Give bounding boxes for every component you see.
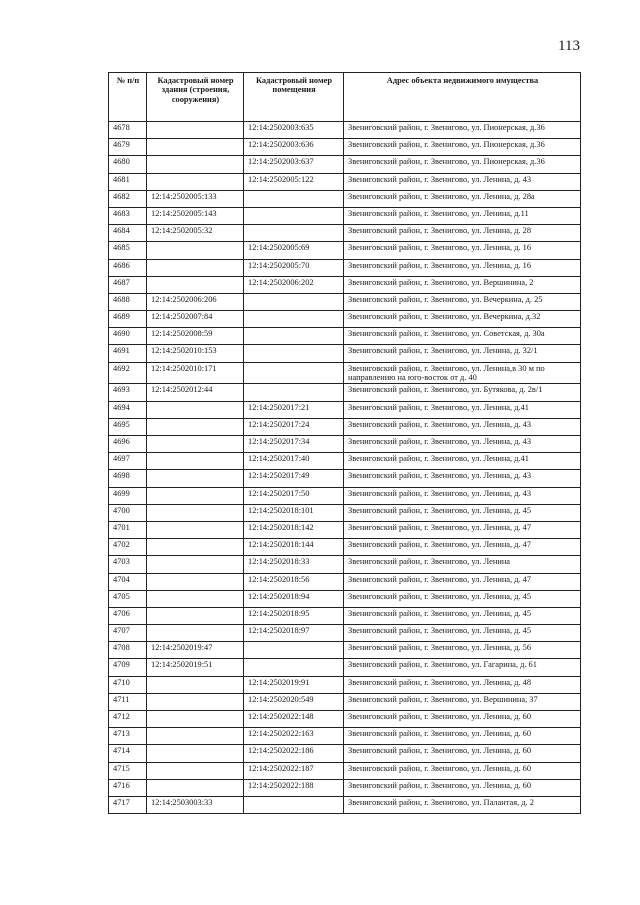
premises-cadastral-cell: 12:14:2502018:56 [244,573,344,590]
premises-cadastral-cell: 12:14:2502003:637 [244,156,344,173]
table-row [109,590,581,607]
address-cell: Звениговский район, г. Звенигово, ул. Ленина, д. 45 [344,625,581,642]
building-cadastral-cell [147,625,244,642]
building-cadastral-cell [147,173,244,190]
row-number-cell: 4713 [109,728,147,745]
premises-cadastral-cell: 12:14:2502018:33 [244,556,344,573]
row-number-cell: 4700 [109,504,147,521]
address-cell: Звениговский район, г. Звенигово, ул. Пионерская, д.36 [344,139,581,156]
address-cell: Звениговский район, г. Звенигово, ул. Ленина, д.41 [344,453,581,470]
premises-cadastral-cell: 12:14:2502003:636 [244,139,344,156]
premises-cadastral-cell: 12:14:2502006:202 [244,276,344,293]
table-row [109,556,581,573]
premises-cadastral-cell: 12:14:2502005:69 [244,242,344,259]
header-building-cadastral-number: Кадастровый номер здания (строения, сооружения) [147,73,244,122]
building-cadastral-cell [147,676,244,693]
building-cadastral-cell: 12:14:2502005:143 [147,207,244,224]
premises-cadastral-cell: 12:14:2502017:50 [244,487,344,504]
table-row [109,345,581,362]
table-row [109,728,581,745]
table-row [109,328,581,345]
address-cell: Звениговский район, г. Звенигово, ул. Ленина, д. 60 [344,711,581,728]
row-number-cell: 4683 [109,207,147,224]
premises-cadastral-cell: 12:14:2502022:188 [244,779,344,796]
table-row [109,539,581,556]
building-cadastral-cell [147,242,244,259]
table-row [109,156,581,173]
row-number-cell: 4707 [109,625,147,642]
building-cadastral-cell: 12:14:2502006:206 [147,293,244,310]
building-cadastral-cell [147,521,244,538]
address-cell: Звениговский район, г. Звенигово, ул. Ленина, д. 48 [344,676,581,693]
row-number-cell: 4690 [109,328,147,345]
building-cadastral-cell [147,139,244,156]
header-address: Адрес объекта недвижимого имущества [344,73,581,122]
premises-cadastral-cell: 12:14:2502005:70 [244,259,344,276]
row-number-cell: 4711 [109,693,147,710]
row-number-cell: 4694 [109,401,147,418]
row-number-cell: 4717 [109,796,147,813]
building-cadastral-cell: 12:14:2502005:32 [147,225,244,242]
premises-cadastral-cell: 12:14:2502017:49 [244,470,344,487]
table-row [109,625,581,642]
address-cell: Звениговский район, г. Звенигово, ул. Советская, д. 30а [344,328,581,345]
table-row [109,436,581,453]
address-cell: Звениговский район, г. Звенигово, ул. Ленина,в 30 м по направлению на юго-восток от д. 40 [344,362,581,384]
building-cadastral-cell [147,487,244,504]
premises-cadastral-cell: 12:14:2502020:549 [244,693,344,710]
building-cadastral-cell [147,590,244,607]
row-number-cell: 4691 [109,345,147,362]
row-number-cell: 4703 [109,556,147,573]
row-number-cell: 4715 [109,762,147,779]
row-number-cell: 4681 [109,173,147,190]
premises-cadastral-cell: 12:14:2502017:40 [244,453,344,470]
building-cadastral-cell [147,745,244,762]
premises-cadastral-cell [244,225,344,242]
address-cell: Звениговский район, г. Звенигово, ул. Ленина, д. 60 [344,779,581,796]
premises-cadastral-cell: 12:14:2502017:21 [244,401,344,418]
address-cell: Звениговский район, г. Звенигово, ул. Ленина, д. 47 [344,539,581,556]
address-cell: Звениговский район, г. Звенигово, ул. Пионерская, д.36 [344,156,581,173]
table-row [109,676,581,693]
premises-cadastral-cell [244,190,344,207]
table-row [109,190,581,207]
address-cell: Звениговский район, г. Звенигово, ул. Пионерская, д.36 [344,122,581,139]
table-row [109,659,581,676]
building-cadastral-cell [147,556,244,573]
building-cadastral-cell [147,401,244,418]
building-cadastral-cell [147,607,244,624]
row-number-cell: 4680 [109,156,147,173]
premises-cadastral-cell: 12:14:2502022:163 [244,728,344,745]
address-cell: Звениговский район, г. Звенигово, ул. Ленина, д.11 [344,207,581,224]
building-cadastral-cell [147,418,244,435]
address-cell: Звениговский район, г. Звенигово, ул. Ленина, д. 60 [344,745,581,762]
address-cell: Звениговский район, г. Звенигово, ул. Ленина, д. 43 [344,470,581,487]
table-row [109,487,581,504]
page-number: 113 [558,38,580,54]
premises-cadastral-cell: 12:14:2502018:95 [244,607,344,624]
premises-cadastral-cell [244,345,344,362]
building-cadastral-cell: 12:14:2502019:47 [147,642,244,659]
address-cell: Звениговский район, г. Звенигово, ул. Ленина [344,556,581,573]
table-row [109,762,581,779]
building-cadastral-cell: 12:14:2502010:153 [147,345,244,362]
premises-cadastral-cell [244,642,344,659]
row-number-cell: 4710 [109,676,147,693]
building-cadastral-cell [147,436,244,453]
building-cadastral-cell [147,728,244,745]
premises-cadastral-cell: 12:14:2502018:142 [244,521,344,538]
address-cell: Звениговский район, г. Звенигово, ул. Ленина, д. 43 [344,418,581,435]
row-number-cell: 4692 [109,362,147,384]
address-cell: Звениговский район, г. Звенигово, ул. Ленина, д. 28а [344,190,581,207]
row-number-cell: 4702 [109,539,147,556]
row-number-cell: 4698 [109,470,147,487]
address-cell: Звениговский район, г. Звенигово, ул. Ленина, д. 45 [344,590,581,607]
premises-cadastral-cell: 12:14:2502018:97 [244,625,344,642]
row-number-cell: 4696 [109,436,147,453]
row-number-cell: 4712 [109,711,147,728]
table-row [109,573,581,590]
table-row [109,711,581,728]
table-row [109,259,581,276]
table-row [109,642,581,659]
building-cadastral-cell: 12:14:2502005:133 [147,190,244,207]
table-row [109,693,581,710]
premises-cadastral-cell: 12:14:2502017:34 [244,436,344,453]
row-number-cell: 4716 [109,779,147,796]
row-number-cell: 4678 [109,122,147,139]
premises-cadastral-cell: 12:14:2502018:94 [244,590,344,607]
table-row [109,242,581,259]
building-cadastral-cell [147,779,244,796]
table-row [109,418,581,435]
premises-cadastral-cell [244,796,344,813]
table-row [109,293,581,310]
row-number-cell: 4708 [109,642,147,659]
table-row [109,311,581,328]
address-cell: Звениговский район, г. Звенигово, ул. Ленина, д. 32/1 [344,345,581,362]
row-number-cell: 4688 [109,293,147,310]
row-number-cell: 4695 [109,418,147,435]
row-number-cell: 4701 [109,521,147,538]
address-cell: Звениговский район, г. Звенигово, ул. Ленина, д. 16 [344,259,581,276]
address-cell: Звениговский район, г. Звенигово, ул. Ленина, д. 60 [344,762,581,779]
registry-table [108,72,581,814]
premises-cadastral-cell [244,362,344,384]
address-cell: Звениговский район, г. Звенигово, ул. Ленина, д. 28 [344,225,581,242]
table-row [109,384,581,401]
row-number-cell: 4684 [109,225,147,242]
row-number-cell: 4697 [109,453,147,470]
premises-cadastral-cell [244,293,344,310]
address-cell: Звениговский район, г. Звенигово, ул. Ленина, д. 45 [344,504,581,521]
row-number-cell: 4693 [109,384,147,401]
address-cell: Звениговский район, г. Звенигово, ул. Вершинина, 2 [344,276,581,293]
address-cell: Звениговский район, г. Звенигово, ул. Ленина, д. 43 [344,487,581,504]
table-row [109,470,581,487]
building-cadastral-cell [147,762,244,779]
building-cadastral-cell [147,276,244,293]
table-row [109,504,581,521]
table-row [109,796,581,813]
table-row [109,607,581,624]
building-cadastral-cell: 12:14:2502007:84 [147,311,244,328]
table-row [109,276,581,293]
table-row [109,401,581,418]
address-cell: Звениговский район, г. Звенигово, ул. Ленина, д. 60 [344,728,581,745]
address-cell: Звениговский район, г. Звенигово, ул. Ленина, д.41 [344,401,581,418]
table-row [109,362,581,384]
premises-cadastral-cell: 12:14:2502022:187 [244,762,344,779]
table-row [109,779,581,796]
row-number-cell: 4699 [109,487,147,504]
address-cell: Звениговский район, г. Звенигово, ул. Ленина, д. 16 [344,242,581,259]
row-number-cell: 4682 [109,190,147,207]
table-body [109,122,581,814]
header-row-number: № п/п [109,73,147,122]
table-row [109,207,581,224]
table-row [109,173,581,190]
premises-cadastral-cell [244,384,344,401]
building-cadastral-cell [147,122,244,139]
row-number-cell: 4705 [109,590,147,607]
row-number-cell: 4686 [109,259,147,276]
premises-cadastral-cell: 12:14:2502003:635 [244,122,344,139]
row-number-cell: 4704 [109,573,147,590]
table-row [109,225,581,242]
premises-cadastral-cell [244,311,344,328]
building-cadastral-cell [147,573,244,590]
building-cadastral-cell [147,504,244,521]
address-cell: Звениговский район, г. Звенигово, ул. Бутякова, д. 2в/1 [344,384,581,401]
building-cadastral-cell [147,156,244,173]
premises-cadastral-cell: 12:14:2502005:122 [244,173,344,190]
table-row [109,139,581,156]
row-number-cell: 4709 [109,659,147,676]
address-cell: Звениговский район, г. Звенигово, ул. Гагарина, д. 61 [344,659,581,676]
row-number-cell: 4679 [109,139,147,156]
table-row [109,453,581,470]
table-row [109,521,581,538]
table-row [109,745,581,762]
header-premises-cadastral-number: Кадастровый номер помещения [244,73,344,122]
premises-cadastral-cell [244,659,344,676]
address-cell: Звениговский район, г. Звенигово, ул. Ленина, д. 45 [344,607,581,624]
building-cadastral-cell [147,470,244,487]
address-cell: Звениговский район, г. Звенигово, ул. Ленина, д. 43 [344,173,581,190]
address-cell: Звениговский район, г. Звенигово, ул. Вечеркина, д.32 [344,311,581,328]
building-cadastral-cell: 12:14:2502019:51 [147,659,244,676]
address-cell: Звениговский район, г. Звенигово, ул. Ленина, д. 47 [344,521,581,538]
address-cell: Звениговский район, г. Звенигово, ул. Вечеркина, д. 25 [344,293,581,310]
row-number-cell: 4706 [109,607,147,624]
row-number-cell: 4714 [109,745,147,762]
row-number-cell: 4687 [109,276,147,293]
premises-cadastral-cell [244,207,344,224]
building-cadastral-cell [147,711,244,728]
address-cell: Звениговский район, г. Звенигово, ул. Ленина, д. 43 [344,436,581,453]
premises-cadastral-cell: 12:14:2502022:148 [244,711,344,728]
premises-cadastral-cell [244,328,344,345]
premises-cadastral-cell: 12:14:2502022:186 [244,745,344,762]
table-header-row [109,73,581,122]
building-cadastral-cell [147,539,244,556]
building-cadastral-cell: 12:14:2503003:33 [147,796,244,813]
table-row [109,122,581,139]
premises-cadastral-cell: 12:14:2502019:91 [244,676,344,693]
row-number-cell: 4689 [109,311,147,328]
building-cadastral-cell [147,453,244,470]
row-number-cell: 4685 [109,242,147,259]
address-cell: Звениговский район, г. Звенигово, ул. Вершинина, 37 [344,693,581,710]
address-cell: Звениговский район, г. Звенигово, ул. Ленина, д. 56 [344,642,581,659]
premises-cadastral-cell: 12:14:2502017:24 [244,418,344,435]
building-cadastral-cell [147,259,244,276]
building-cadastral-cell: 12:14:2502012:44 [147,384,244,401]
building-cadastral-cell: 12:14:2502008:59 [147,328,244,345]
premises-cadastral-cell: 12:14:2502018:101 [244,504,344,521]
address-cell: Звениговский район, г. Звенигово, ул. Палантая, д. 2 [344,796,581,813]
address-cell: Звениговский район, г. Звенигово, ул. Ленина, д. 47 [344,573,581,590]
building-cadastral-cell [147,693,244,710]
building-cadastral-cell: 12:14:2502010:171 [147,362,244,384]
premises-cadastral-cell: 12:14:2502018:144 [244,539,344,556]
